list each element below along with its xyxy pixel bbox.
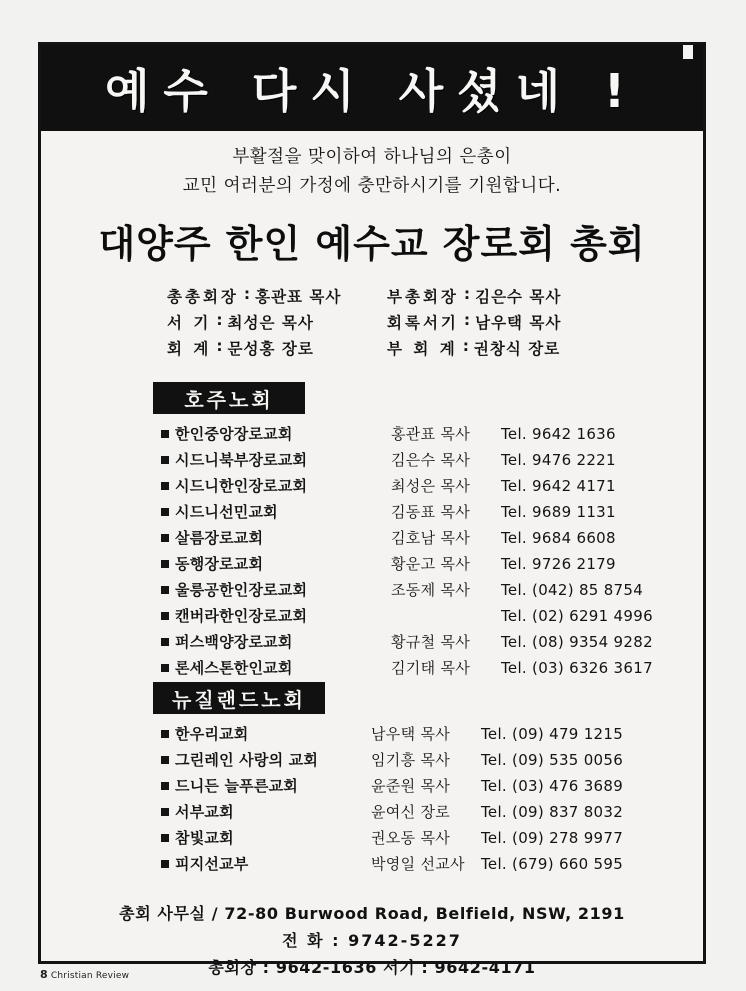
- church-phone: Tel. (03) 6326 3617: [501, 659, 653, 677]
- officer-phones: 총회장 : 9642-1636 서기 : 9642-4171: [208, 958, 536, 977]
- church-list-australia: [161, 423, 653, 683]
- church-name: 시드니한인장로교회: [161, 475, 391, 496]
- officer-role: 총총회장: [167, 288, 239, 306]
- square-bullet-icon: [161, 638, 169, 646]
- officers-list: [167, 285, 587, 359]
- church-name: 참빛교회: [161, 827, 371, 848]
- contact-footer: [41, 900, 703, 981]
- church-leader: 조동제 목사: [391, 581, 471, 599]
- title-banner: [41, 45, 703, 131]
- square-bullet-icon: [161, 834, 169, 842]
- church-leader: 김호남 목사: [391, 529, 471, 547]
- officer-separator: :: [463, 285, 471, 303]
- table-row: [161, 553, 631, 579]
- officer-entry: [167, 285, 367, 307]
- church-phone: Tel. 9684 6608: [501, 529, 616, 547]
- church-leader: 윤여신 장로: [371, 803, 451, 821]
- church-phone: Tel. (042) 85 8754: [501, 581, 644, 599]
- square-bullet-icon: [161, 586, 169, 594]
- office-phone: 전 화 : 9742-5227: [282, 931, 462, 950]
- square-bullet-icon: [161, 430, 169, 438]
- table-row: [161, 801, 631, 827]
- church-leader: 김은수 목사: [391, 451, 471, 469]
- church-name: 그린레인 사랑의 교회: [161, 749, 371, 770]
- officer-entry: [387, 285, 587, 307]
- officer-separator: :: [216, 311, 223, 329]
- table-row: [161, 449, 631, 475]
- table-row: [161, 749, 631, 775]
- church-name: 시드니북부장로교회: [161, 449, 391, 470]
- officer-person: 남우택 목사: [475, 314, 562, 332]
- church-name: 피지선교부: [161, 853, 371, 874]
- church-phone: Tel. 9642 1636: [501, 425, 616, 443]
- church-phone: Tel. 9642 4171: [501, 477, 616, 495]
- banner-edge-mark: [683, 45, 693, 59]
- church-list-newzealand: [161, 723, 631, 879]
- officer-person: 문성홍 장로: [227, 340, 314, 358]
- square-bullet-icon: [161, 612, 169, 620]
- square-bullet-icon: [161, 534, 169, 542]
- officer-role: 서 기: [167, 314, 212, 332]
- square-bullet-icon: [161, 664, 169, 672]
- church-name: 동행장로교회: [161, 553, 391, 574]
- church-phone: Tel. 9689 1131: [501, 503, 616, 521]
- officer-role: 회록서기: [387, 314, 459, 332]
- church-phone: Tel. 9726 2179: [501, 555, 616, 573]
- officer-role: 부총회장: [387, 288, 459, 306]
- church-name: 캔버라한인장로교회: [161, 605, 391, 626]
- table-row: [161, 527, 631, 553]
- church-leader: 최성은 목사: [391, 477, 471, 495]
- officer-separator: :: [216, 337, 223, 355]
- church-phone: Tel. (09) 479 1215: [481, 725, 624, 743]
- officer-role: 회 계: [167, 340, 212, 358]
- publication-name: Christian Review: [50, 971, 130, 981]
- officer-role: 부 회 계: [387, 340, 458, 358]
- church-name: 론세스톤한인교회: [161, 657, 391, 678]
- church-name: 살름장로교회: [161, 527, 391, 548]
- church-leader: 남우택 목사: [371, 725, 451, 743]
- officer-entry: [387, 337, 587, 359]
- square-bullet-icon: [161, 756, 169, 764]
- page-credit: [40, 968, 129, 981]
- greeting-line-1: 부활절을 맞이하여 하나님의 은총이: [232, 147, 512, 167]
- church-name: 서부교회: [161, 801, 371, 822]
- officer-separator: :: [243, 285, 251, 303]
- church-name: 한인중앙장로교회: [161, 423, 391, 444]
- church-phone: Tel. (02) 6291 4996: [501, 607, 653, 625]
- church-phone: Tel. (09) 837 8032: [481, 803, 624, 821]
- banner-title: 예수 다시 사셨네 !: [104, 64, 640, 118]
- church-leader: 권오동 목사: [371, 829, 451, 847]
- church-name: 드니든 늘푸른교회: [161, 775, 371, 796]
- greeting-line-2: 교민 여러분의 가정에 충만하시기를 기원합니다.: [182, 176, 562, 196]
- section-heading-australia: 호주노회: [153, 382, 305, 414]
- officer-separator: :: [463, 311, 471, 329]
- officer-entry: [167, 337, 367, 359]
- square-bullet-icon: [161, 730, 169, 738]
- square-bullet-icon: [161, 482, 169, 490]
- table-row: [161, 723, 631, 749]
- officer-person: 권창식 장로: [473, 340, 561, 358]
- table-row: [161, 475, 631, 501]
- church-phone: Tel. (09) 278 9977: [481, 829, 624, 847]
- church-leader: 황규철 목사: [391, 633, 471, 651]
- square-bullet-icon: [161, 560, 169, 568]
- church-name: 울릉공한인장로교회: [161, 579, 391, 600]
- table-row: [161, 579, 644, 605]
- table-row: [161, 827, 631, 853]
- officer-separator: :: [462, 337, 469, 355]
- church-leader: 홍관표 목사: [391, 425, 471, 443]
- church-phone: Tel. (09) 535 0056: [481, 751, 624, 769]
- office-address: 총회 사무실 / 72-80 Burwood Road, Belfield, NSW, 2191: [119, 904, 625, 923]
- church-leader: 황운고 목사: [391, 555, 471, 573]
- page-number: 8: [40, 968, 48, 981]
- church-phone: Tel. (03) 476 3689: [481, 777, 624, 795]
- table-row: [161, 631, 653, 657]
- table-row: [161, 657, 653, 683]
- church-name: 퍼스백양장로교회: [161, 631, 391, 652]
- church-name: 시드니선민교회: [161, 501, 391, 522]
- section-heading-newzealand: 뉴질랜드노회: [153, 682, 325, 714]
- organization-title: 대양주 한인 예수교 장로회 총회: [98, 222, 646, 266]
- officer-entry: [167, 311, 367, 333]
- greeting-message: [41, 143, 703, 201]
- square-bullet-icon: [161, 508, 169, 516]
- church-leader: 김동표 목사: [391, 503, 471, 521]
- table-row: [161, 775, 631, 801]
- church-phone: Tel. 9476 2221: [501, 451, 616, 469]
- square-bullet-icon: [161, 456, 169, 464]
- church-leader: 윤준원 목사: [371, 777, 451, 795]
- officer-person: 홍관표 목사: [255, 288, 342, 306]
- church-phone: Tel. (08) 9354 9282: [501, 633, 653, 651]
- church-leader: 김기태 목사: [391, 659, 471, 677]
- table-row: [161, 853, 631, 879]
- officer-entry: [387, 311, 587, 333]
- church-name: 한우리교회: [161, 723, 371, 744]
- officer-person: 김은수 목사: [475, 288, 562, 306]
- church-phone: Tel. (679) 660 595: [481, 855, 624, 873]
- table-row: [161, 423, 631, 449]
- square-bullet-icon: [161, 860, 169, 868]
- church-leader: 박영일 선교사: [371, 855, 465, 873]
- square-bullet-icon: [161, 808, 169, 816]
- officer-person: 최성은 목사: [227, 314, 314, 332]
- church-leader: 임기흥 목사: [371, 751, 451, 769]
- table-row: [161, 501, 631, 527]
- table-row: [161, 605, 653, 631]
- square-bullet-icon: [161, 782, 169, 790]
